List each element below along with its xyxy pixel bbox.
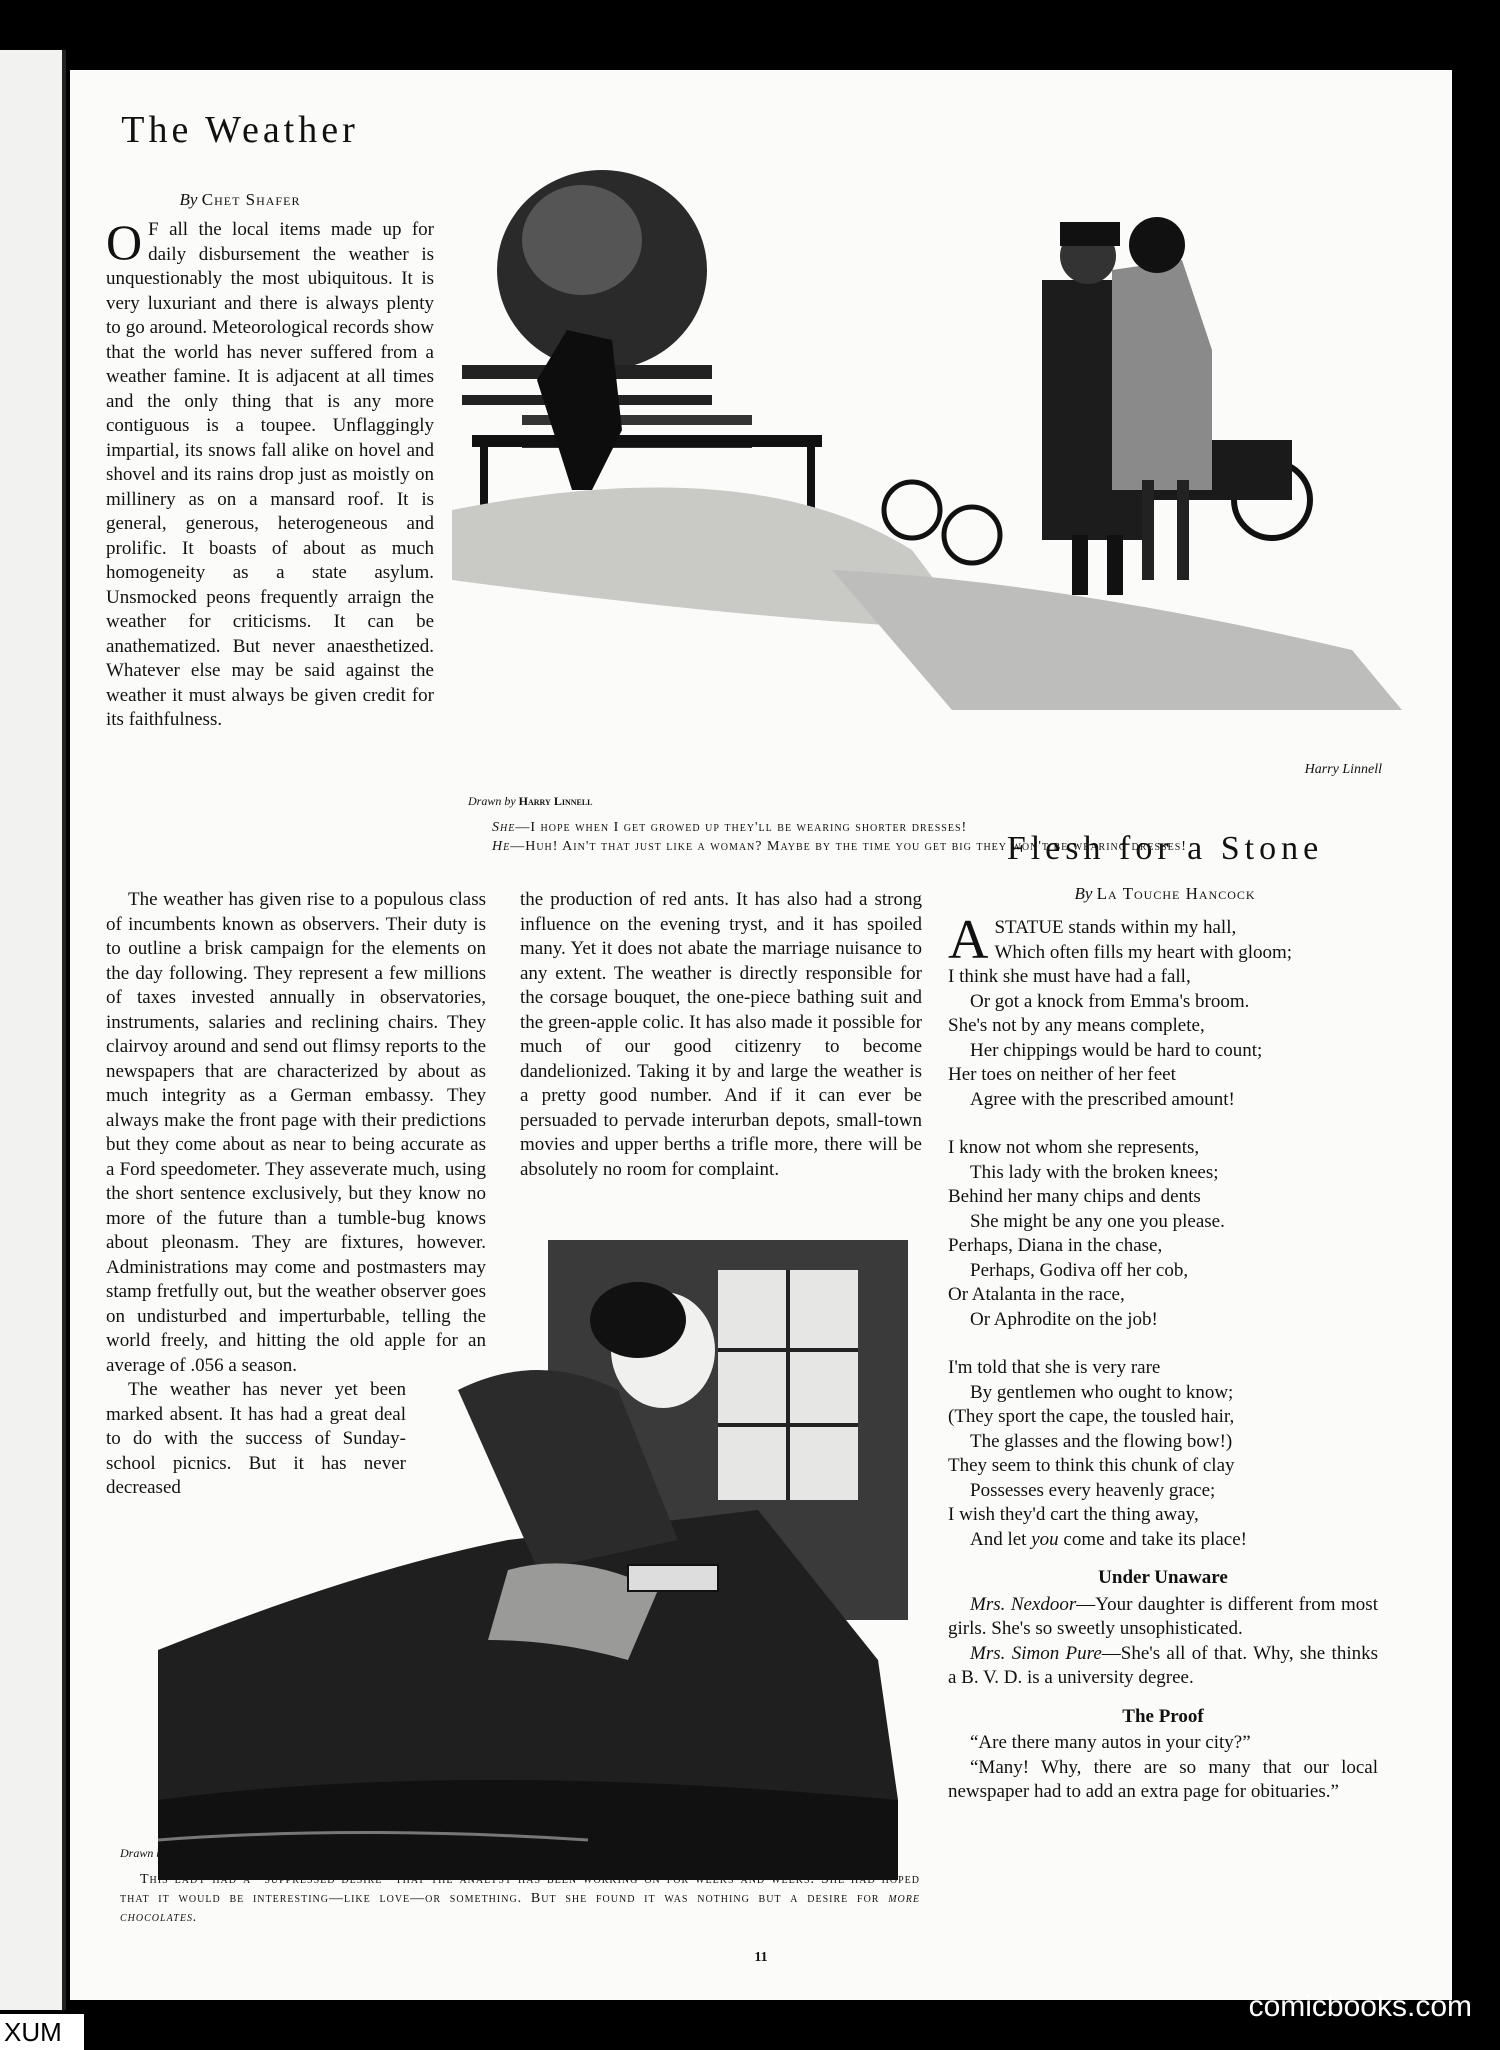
under-unaware-body <box>948 1593 1378 1691</box>
corner-label: XUM <box>0 2014 84 2050</box>
poem-line: She's not by any means complete, <box>948 1015 1205 1036</box>
poem-line: Which often fills my heart with gloom; <box>994 941 1293 963</box>
under-unaware-title: Under Unaware <box>1098 1567 1228 1588</box>
article-title: The Weather <box>121 109 359 151</box>
speaker-she: She <box>492 820 516 835</box>
watermark: comicbooks.com <box>1248 1990 1472 2023</box>
the-proof-line-1: “Are there many autos in your city?” <box>970 1732 1251 1753</box>
poem-line: Or Aphrodite on the job! <box>970 1308 1158 1330</box>
illustration-woman-chocolates <box>158 1240 928 1880</box>
caption-emphasis: more chocolates. <box>120 1891 920 1925</box>
poem-title: Flesh for a Stone <box>1006 830 1324 867</box>
poem-line: The glasses and the flowing bow!) <box>970 1430 1233 1452</box>
woman-chocolates-drawing <box>158 1240 928 1880</box>
poem-line: I wish they'd cart the thing away, <box>948 1504 1199 1525</box>
drop-cap: O <box>106 214 143 270</box>
speaker: Mrs. Simon Pure <box>970 1642 1102 1664</box>
poem-stanza-3 <box>948 1356 1378 1552</box>
article-byline <box>100 190 380 210</box>
poem-line: Behind her many chips and dents <box>948 1186 1201 1207</box>
poem-line: Or got a knock from Emma's broom. <box>970 990 1250 1012</box>
article-column-2 <box>520 888 922 1182</box>
byline-prefix: By <box>179 190 198 209</box>
credit-artist: Clive Weed <box>170 1846 231 1860</box>
poem-line: By gentlemen who ought to know; <box>970 1381 1234 1403</box>
poem-drop-cap: A <box>948 909 989 971</box>
poem-line: Her chippings would be hard to count; <box>970 1039 1263 1061</box>
top-illustration-credit <box>468 794 593 809</box>
bottom-illustration-caption <box>120 1870 920 1927</box>
poem-line-emphasis: you <box>1031 1528 1059 1550</box>
byline-author: Chet Shafer <box>201 190 301 209</box>
paragraph-1-text: F all the local items made up for daily disbursement the weather is unquestionably the most ubiquitous. It is very luxuriant and there is always plenty to go around. Meteorological records show that the world has never suffered from a weather famine. It is adjacent at all times and the only thing that is any more contiguous is a toupee. Unflaggingly impartial, its snows fall alike on hovel and shovel and its rains drop just as moistly on millinery as on a mansard roof. It is general, generous, heterogeneous and prolific. It boasts of about as much homogeneity as a state asylum. Unsmocked peons frequently arraign the weather for criticisms. It can be anathematized. But never anaesthetized. Whatever else may be said against the weather it must always be given credit for its faithfulness. <box>106 219 434 730</box>
caption-main-text: This lady had a “suppressed desire” that the analyst has been working on for weeks and weeks. She had hoped that it would be interesting—like love—or something. But she found it was nothing but a desire for <box>120 1872 920 1906</box>
bottom-illustration-credit <box>120 1846 230 1861</box>
caption-she-text: —I hope when I get growed up they'll be wearing shorter dresses! <box>515 820 968 835</box>
poem-line: This lady with the broken knees; <box>970 1161 1219 1183</box>
under-unaware-line-2 <box>948 1642 1378 1691</box>
poem-line-last <box>948 1528 1378 1553</box>
byline-author: La Touche Hancock <box>1096 884 1256 903</box>
dialogue: —She's all of that. Why, she thinks a B. V. D. is a university degree. <box>948 1642 1379 1688</box>
poem-body <box>948 909 1379 1805</box>
poem-stanza-2 <box>948 1136 1378 1332</box>
magazine-page <box>70 70 1452 2000</box>
speaker-he: He <box>492 839 511 854</box>
poem-line-part: come and take its place! <box>1063 1528 1247 1550</box>
poem-line: I know not whom she represents, <box>948 1137 1200 1158</box>
illustration-children-bench <box>452 150 1412 790</box>
caption-he-text: —Huh! Ain't that just like a woman? Maybe by the time you get big they won't be wearing dresses! <box>510 839 1187 854</box>
facing-page-edge <box>0 50 66 2010</box>
article-paragraph-3: The weather has never yet been marked absent. It has had a great deal to do with the success of Sunday-school picnics. But it has never decreased <box>106 1379 406 1498</box>
poem-line: (They sport the cape, the tousled hair, <box>948 1406 1235 1427</box>
speaker: Mrs. Nexdoor <box>970 1593 1077 1615</box>
poem-stanza-1 <box>948 909 1378 1112</box>
poem-line: Perhaps, Diana in the chase, <box>948 1235 1163 1256</box>
byline-prefix: By <box>1074 884 1093 903</box>
under-unaware-line-1 <box>948 1593 1378 1642</box>
poem-line: Possesses every heavenly grace; <box>970 1479 1216 1501</box>
poem-byline <box>970 884 1360 904</box>
poem-line: Perhaps, Godiva off her cob, <box>970 1259 1189 1281</box>
poem-line: She might be any one you please. <box>970 1210 1225 1232</box>
credit-prefix: Drawn by <box>468 794 516 808</box>
credit-artist: Harry Linnell <box>518 794 593 808</box>
poem-line-part: And let <box>970 1528 1027 1550</box>
article-paragraph-1 <box>106 214 434 733</box>
article-column-1 <box>106 214 434 733</box>
poem-line: I'm told that she is very rare <box>948 1357 1161 1378</box>
the-proof-title: The Proof <box>1122 1705 1204 1727</box>
poem-line: Her toes on neither of her feet <box>948 1064 1176 1085</box>
the-proof-body <box>948 1731 1378 1805</box>
artist-signature: Harry Linnell <box>1304 762 1382 777</box>
the-proof-line-2: “Many! Why, there are so many that our local newspaper had to add an extra page for obituaries.” <box>948 1756 1378 1802</box>
dialogue: —Your daughter is different from most girls. She's so sweetly unsophisticated. <box>948 1593 1378 1639</box>
poem-line: Agree with the prescribed amount! <box>970 1088 1235 1110</box>
page-number: 11 <box>754 1950 768 1965</box>
poem-line: Or Atalanta in the race, <box>948 1284 1125 1305</box>
children-bench-drawing <box>452 150 1412 790</box>
article-paragraph-3-continued: the production of red ants. It has also had a strong influence on the evening tryst, and it has spoiled many. Yet it does not abate the marriage nuisance to any extent. The weather is directly responsible for the corsage bouquet, the one-piece bathing suit and the green-apple colic. It has also made it possible for much of our good citizenry to become dandelionized. Taking it by and large the weather is a pretty good number. And if it can ever be persuaded to pervade interurban depots, small-town movies and upper berths a trifle more, there will be absolutely no room for complaint. <box>520 889 922 1180</box>
article-paragraph-2: The weather has given rise to a populous class of incumbents known as observers. Their duty is to outline a brisk campaign for the elements on the day following. They represent a few millions of taxes invested annually in observatories, instruments, salaries and reclining chairs. They clairvoy around and send out flimsy reports to the newspapers that are characterized by about as much integrity as a German embassy. They always make the front page with their predictions but they come about as near to being accurate as a Ford speedometer. They asseverate much, using the short sentence exclusively, but they know no more of the future than a tumble-bug knows about pleonasm. They are fixtures, however. Administrations may come and postmasters may stamp fretfully out, but the weather observer goes on undisturbed and imperturbable, telling the world freely, and hitting the old apple for an average of .056 a season. <box>106 889 486 1376</box>
credit-prefix: Drawn by <box>120 1846 168 1860</box>
poem-line: They seem to think this chunk of clay <box>948 1455 1235 1476</box>
poem-line: I think she must have had a fall, <box>948 966 1191 987</box>
poem-line: STATUE stands within my hall, <box>994 917 1237 938</box>
